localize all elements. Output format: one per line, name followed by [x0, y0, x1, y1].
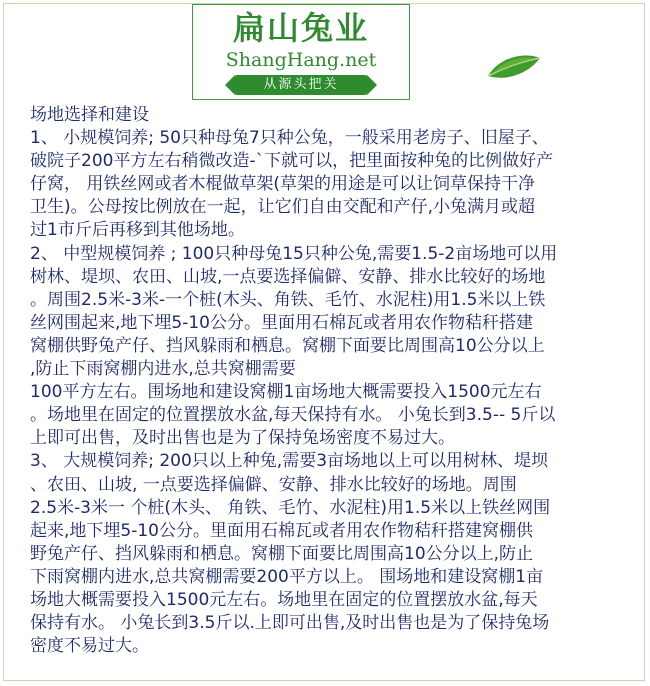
body-line: 2.5米-3米一 个桩(木头、 角铁、毛竹、水泥柱)用1.5米以上铁丝网围 — [30, 497, 551, 518]
body-line: 过1市斤后再移到其他场地。 — [30, 220, 245, 241]
logo-tagline: 从源头把关 — [235, 75, 367, 95]
body-line: 破院子200平方左右稍微改造-`下就可以，把里面按种兔的比例做好产 — [30, 151, 554, 172]
section-heading: 场地选择和建设 — [30, 105, 149, 125]
body-line: 保持有水。 小兔长到3.5斤以.上即可出售,及时出售也是为了保持兔场 — [30, 613, 550, 634]
body-line: 2、 中型规模饲养 ; 100只种母兔15只种公兔,需要1.5-2亩场地可以用 — [30, 243, 558, 264]
body-line: 1、 小规模饲养; 50只种母兔7只种公兔，一般采用老房子、旧屋子、 — [30, 128, 549, 149]
logo-domain: ShangHang.net — [225, 49, 377, 71]
body-line: 树林、堤坝、农田、山坡,一点要选择偏僻、安静、排水比较好的场地 — [30, 266, 546, 287]
body-line: ,防止下雨窝棚内进水,总共窝棚需要 — [30, 359, 296, 380]
body-line: 卫生)。公母按比例放在一起，让它们自由交配和产仔,小兔满月或超 — [30, 197, 536, 218]
article-body — [30, 104, 636, 658]
brand-logo — [192, 4, 410, 100]
body-line: 密度不易过大。 — [30, 636, 149, 657]
body-line: 。周围2.5米-3米-一个桩(木头、角铁、毛竹、水泥柱)用1.5米以上铁 — [30, 289, 546, 310]
body-line: 3、 大规模饲养; 200只以上种兔,需要3亩场地以上可以用树林、堤坝 — [30, 451, 549, 472]
body-line: 。场地里在固定的位置摆放水盆,每天保持有水。 小兔长到3.5-- 5斤以 — [30, 405, 556, 426]
body-line: 下雨窝棚内进水,总共窝棚需要200平方以上。 围场地和建设窝棚1亩 — [30, 566, 544, 587]
body-line: 上即可出售，及时出售也是为了保持兔场密度不易过大。 — [30, 428, 455, 449]
body-line: 起来,地下埋5-10公分。里面用石棉瓦或者用农作物秸秆搭建窝棚供 — [30, 520, 533, 541]
body-line: 丝网围起来,地下埋5-10公分。里面用石棉瓦或者用农作物秸秆搭建 — [30, 312, 533, 333]
logo-name: 扁山兔业 — [232, 9, 369, 47]
leaf-icon — [486, 52, 542, 82]
body-line: 仔窝， 用铁丝网或者木棍做草架(草架的用途是可以让饲草保持干净 — [30, 174, 536, 195]
body-line: 、农田、山坡, 一点要选择偏僻、安静、排水比较好的场地。周围 — [30, 474, 517, 495]
body-line: 野兔产仔、挡风躲雨和栖息。窝棚下面要比周围高10公分以上,防止 — [30, 543, 534, 564]
body-line: 窝棚供野兔产仔、挡风躲雨和栖息。窝棚下面要比周围高10公分以上 — [30, 335, 545, 356]
body-line: 场地大概需要投入1500元左右。场地里在固定的位置摆放水盆,每天 — [30, 589, 538, 610]
body-line: 100平方左右。围场地和建设窝棚1亩场地大概需要投入1500元左右 — [30, 382, 542, 403]
